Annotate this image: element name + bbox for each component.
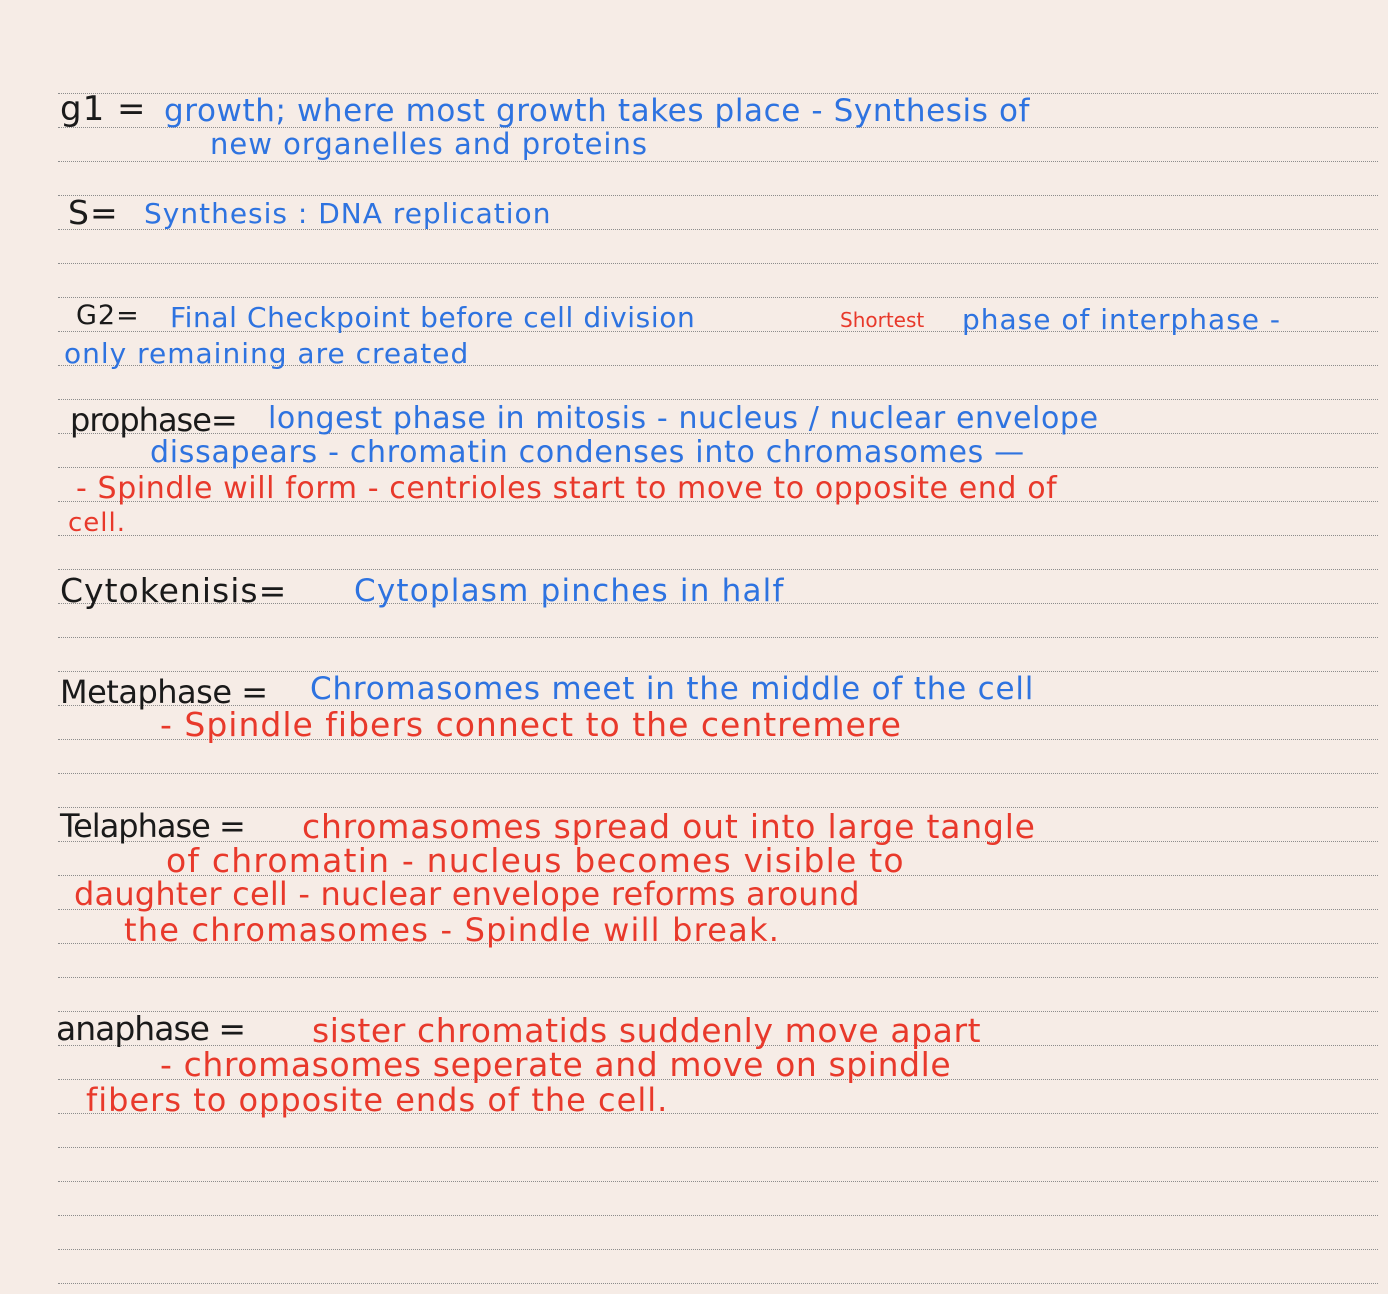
note-line: Shortest — [840, 308, 925, 332]
note-line: - chromasomes seperate and move on spindle — [160, 1045, 952, 1084]
note-line: the chromasomes - Spindle will break. — [124, 911, 781, 949]
note-line: fibers to opposite ends of the cell. — [86, 1081, 669, 1119]
note-line: phase of interphase - — [962, 303, 1282, 336]
note-line: new organelles and proteins — [210, 127, 648, 161]
note-line: sister chromatids suddenly move apart — [312, 1011, 982, 1050]
rule-line — [58, 1215, 1378, 1216]
rule-line — [58, 535, 1378, 536]
term-g1: g1 = — [60, 89, 147, 129]
note-line: dissapears - chromatin condenses into chromasomes — — [150, 435, 1025, 470]
rule-line — [58, 977, 1378, 978]
rule-line — [58, 263, 1378, 264]
term-cytokenisis: Cytokenisis= — [60, 571, 288, 610]
term-anaphase: anaphase = — [56, 1009, 246, 1048]
term-metaphase: Metaphase = — [60, 673, 268, 711]
rule-line — [58, 297, 1378, 298]
note-line: longest phase in mitosis - nucleus / nuclear envelope — [268, 401, 1099, 436]
rule-line — [58, 637, 1378, 638]
rule-line — [58, 195, 1378, 196]
note-line: - Spindle fibers connect to the centremere — [160, 705, 902, 744]
rule-line — [58, 569, 1378, 570]
note-line: Cytoplasm pinches in half — [354, 573, 785, 609]
term-prophase: prophase= — [70, 401, 237, 439]
rule-line — [58, 1181, 1378, 1182]
rule-line — [58, 161, 1378, 162]
rule-line — [58, 399, 1378, 400]
note-line: growth; where most growth takes place - Synthesis of — [164, 93, 1031, 129]
rule-line — [58, 1249, 1378, 1250]
note-line: Synthesis : DNA replication — [144, 197, 552, 230]
rule-line — [58, 1147, 1378, 1148]
note-line: chromasomes spread out into large tangle — [302, 807, 1036, 846]
rule-line — [58, 1283, 1378, 1284]
note-line: of chromatin - nucleus becomes visible to — [166, 841, 905, 880]
note-line: daughter cell - nuclear envelope reforms around — [74, 875, 860, 913]
term-telaphase: Telaphase = — [60, 807, 245, 845]
note-line: Chromasomes meet in the middle of the cell — [310, 671, 1035, 707]
rule-line — [58, 773, 1378, 774]
note-line: cell. — [68, 508, 127, 538]
term-s: S= — [68, 193, 119, 232]
term-g2: G2= — [76, 300, 140, 331]
note-line: only remaining are created — [64, 337, 470, 370]
note-line: - Spindle will form - centrioles start to move to opposite end of — [76, 471, 1058, 506]
note-line: Final Checkpoint before cell division — [170, 301, 696, 334]
